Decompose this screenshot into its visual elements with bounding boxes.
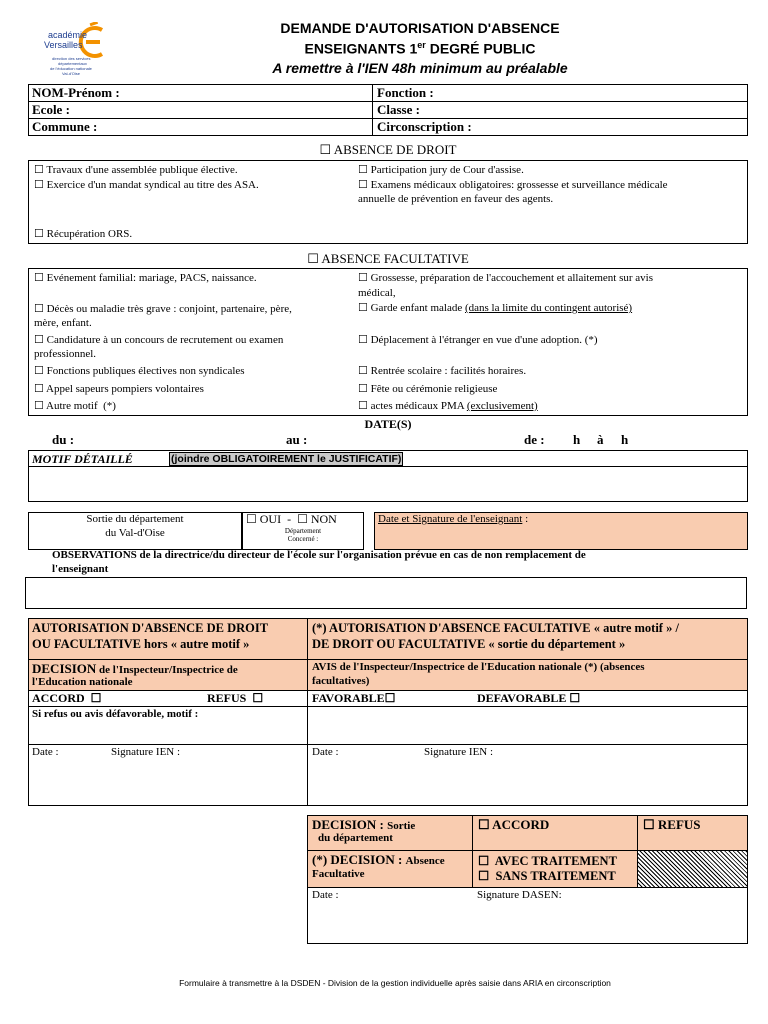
ien-date-left[interactable]: Date :: [32, 746, 59, 758]
form-subtitle: [210, 40, 630, 57]
fac-grossesse-option-cont: médical,: [358, 287, 396, 299]
sans-traitement-checkbox[interactable]: ☐ SANS TRAITEMENT: [478, 869, 616, 883]
form-instruction: A remettre à l'IEN 48h minimum au préalable: [272, 60, 568, 76]
fac-fonctions-option[interactable]: ☐ Fonctions publiques électives non syndicales: [34, 365, 245, 377]
fac-autre-motif-option[interactable]: ☐ Autre motif (*): [34, 400, 116, 412]
dasen-hatched-cell: [637, 851, 747, 887]
hour-end-field[interactable]: h: [621, 432, 629, 447]
avis-ien-label-2: facultatives): [312, 675, 370, 687]
avec-traitement-checkbox[interactable]: ☐ AVEC TRAITEMENT: [478, 854, 617, 868]
observations-label-1: OBSERVATIONS de la directrice/du directeur de l'école sur l'organisation prévue en cas de non remplacement de: [52, 549, 586, 561]
droit-recuperation-option[interactable]: ☐ Récupération ORS.: [34, 228, 133, 240]
hour-start-field[interactable]: h: [573, 432, 581, 447]
fac-deces-option-cont: mère, enfant.: [34, 317, 92, 329]
fac-fete-option[interactable]: ☐ Fête ou cérémonie religieuse: [358, 383, 498, 395]
logo-text-academie: académie: [48, 30, 88, 40]
signature-label-colon: :: [522, 513, 529, 525]
sortie-label-2: du Val-d'Oise: [105, 527, 165, 539]
classe-field[interactable]: Classe :: [377, 102, 420, 117]
dasen-decision-fac-big: (*) DECISION :: [312, 852, 406, 867]
logo-text-versailles: Versailles: [44, 40, 83, 50]
dasen-date-field[interactable]: Date :: [312, 889, 339, 901]
pma-exclusive: (exclusivement): [466, 400, 538, 412]
droit-examens-option[interactable]: ☐ Examens médicaux obligatoires: grossesse et surveillance médicale: [358, 179, 668, 191]
logo-subtext-2: départementaux: [58, 61, 87, 66]
refus-checkbox[interactable]: REFUS ☐: [207, 691, 264, 705]
droit-jury-option[interactable]: ☐ Participation jury de Cour d'assise.: [358, 164, 524, 176]
fac-pompiers-option[interactable]: ☐ Appel sapeurs pompiers volontaires: [34, 383, 204, 395]
dasen-decision-sortie-label-2: du département: [318, 832, 393, 844]
dasen-decision-facultative-label: [312, 852, 445, 868]
dasen-decision-sortie-small: Sortie: [387, 820, 416, 832]
departement-concerne-field[interactable]: Concerné :: [287, 535, 319, 543]
refus-motif-field[interactable]: Si refus ou avis défavorable, motif :: [32, 708, 199, 720]
droit-examens-option-cont: annuelle de prévention en faveur des agents.: [358, 193, 554, 205]
logo-subtext-4: Val-d'Oise: [62, 71, 81, 76]
autorisation-facultative-heading-1: (*) AUTORISATION D'ABSENCE FACULTATIVE « autre motif » /: [312, 621, 679, 635]
garde-enfant-limit: (dans la limite du contingent autorisé): [464, 302, 633, 314]
favorable-checkbox[interactable]: FAVORABLE☐: [312, 691, 396, 705]
logo-subtext-3: de l'éducation nationale: [50, 66, 92, 71]
dasen-accord-checkbox[interactable]: ☐ ACCORD: [478, 817, 550, 832]
fac-candidature-option-cont: professionnel.: [34, 348, 97, 360]
fac-candidature-option[interactable]: ☐ Candidature à un concours de recrutement ou examen: [34, 334, 284, 346]
form-title: DEMANDE D'AUTORISATION D'ABSENCE: [280, 20, 560, 36]
dasen-decision-sortie-label: [312, 817, 415, 833]
dasen-refus-checkbox[interactable]: ☐ REFUS: [643, 817, 701, 832]
garde-enfant-text: ☐ Garde enfant malade: [358, 302, 465, 314]
ien-signature-left[interactable]: Signature IEN :: [111, 746, 181, 758]
decision-ien-label: [32, 661, 238, 677]
date-de-field[interactable]: de :: [524, 432, 545, 447]
departement-label: Département: [284, 527, 322, 535]
fac-evenement-option[interactable]: ☐ Evénement familial: mariage, PACS, naissance.: [34, 272, 257, 284]
enseignant-signature-label: [378, 513, 528, 525]
autorisation-droit-heading-1: AUTORISATION D'ABSENCE DE DROIT: [32, 621, 269, 635]
signature-label-text: Date et Signature de l'enseignant: [378, 513, 523, 525]
dasen-decision-facultative-label-2: Facultative: [312, 868, 365, 880]
dasen-signature-field[interactable]: Signature DASEN:: [477, 889, 562, 901]
absence-droit-heading[interactable]: ☐ ABSENCE DE DROIT: [319, 142, 457, 157]
autorisation-facultative-heading-2: DE DROIT OU FACULTATIVE « sortie du département »: [312, 637, 626, 651]
circonscription-field[interactable]: Circonscription :: [377, 119, 472, 134]
fac-pma-option[interactable]: [358, 399, 538, 413]
logo-subtext-1: direction des services: [52, 56, 91, 61]
hour-a-label: à: [597, 432, 604, 447]
decision-ien-big: DECISION: [32, 661, 97, 676]
commune-field[interactable]: Commune :: [32, 119, 98, 134]
dates-heading: DATE(S): [364, 417, 412, 431]
ien-signature-right[interactable]: Signature IEN :: [424, 746, 494, 758]
droit-travaux-option[interactable]: ☐ Travaux d'une assemblée publique élective.: [34, 164, 238, 176]
decision-ien-rest: de l'Inspecteur/Inspectrice de: [96, 664, 238, 676]
nom-prenom-field[interactable]: NOM-Prénom :: [32, 85, 120, 100]
subtitle-sup: er: [417, 40, 426, 50]
accord-checkbox[interactable]: ACCORD ☐: [32, 691, 102, 705]
date-du-field[interactable]: du :: [52, 432, 75, 447]
dasen-decision-sortie-big: DECISION :: [312, 817, 388, 832]
sortie-oui-non-toggle[interactable]: ☐ OUI - ☐ NON: [246, 512, 337, 526]
ecole-field[interactable]: Ecole :: [32, 102, 70, 117]
academie-logo: [38, 22, 118, 82]
defavorable-checkbox[interactable]: DEFAVORABLE ☐: [477, 691, 581, 705]
ien-date-right[interactable]: Date :: [312, 746, 339, 758]
footer-note: Formulaire à transmettre à la DSDEN - Division de la gestion individuelle après saisie dans ARIA en circonscription: [179, 978, 611, 988]
observations-box[interactable]: [25, 577, 747, 609]
motif-label: MOTIF DÉTAILLÉ: [32, 452, 133, 466]
fonction-field[interactable]: Fonction :: [377, 85, 434, 100]
justificatif-note: (joindre OBLIGATOIREMENT le JUSTIFICATIF): [171, 453, 402, 465]
absence-facultative-heading[interactable]: ☐ ABSENCE FACULTATIVE: [307, 251, 469, 266]
date-au-field[interactable]: au :: [286, 432, 308, 447]
autorisation-droit-heading-2: OU FACULTATIVE hors « autre motif »: [32, 637, 250, 651]
subtitle-part-b: DEGRÉ PUBLIC: [425, 40, 536, 57]
droit-mandat-option[interactable]: ☐ Exercice d'un mandat syndical au titre des ASA.: [34, 179, 259, 191]
fac-grossesse-option[interactable]: ☐ Grossesse, préparation de l'accouchement et allaitement sur avis: [358, 272, 653, 284]
fac-rentree-option[interactable]: ☐ Rentrée scolaire : facilités horaires.: [358, 365, 527, 377]
dasen-decision-fac-small: Absence: [405, 855, 445, 867]
fac-garde-enfant-option[interactable]: [358, 301, 632, 315]
subtitle-part-a: ENSEIGNANTS 1: [304, 40, 418, 57]
fac-adoption-option[interactable]: ☐ Déplacement à l'étranger en vue d'une adoption. (*): [358, 334, 598, 346]
observations-label-2: l'enseignant: [52, 563, 109, 575]
avis-ien-label-1: AVIS de l'Inspecteur/Inspectrice de l'Education nationale (*) (absences: [312, 661, 645, 673]
sortie-label-1: Sortie du département: [86, 513, 184, 525]
decision-ien-label-2: l'Education nationale: [32, 676, 133, 688]
fac-deces-option[interactable]: ☐ Décès ou maladie très grave : conjoint, partenaire, père,: [34, 303, 292, 315]
pma-text: ☐ actes médicaux PMA: [358, 400, 467, 412]
